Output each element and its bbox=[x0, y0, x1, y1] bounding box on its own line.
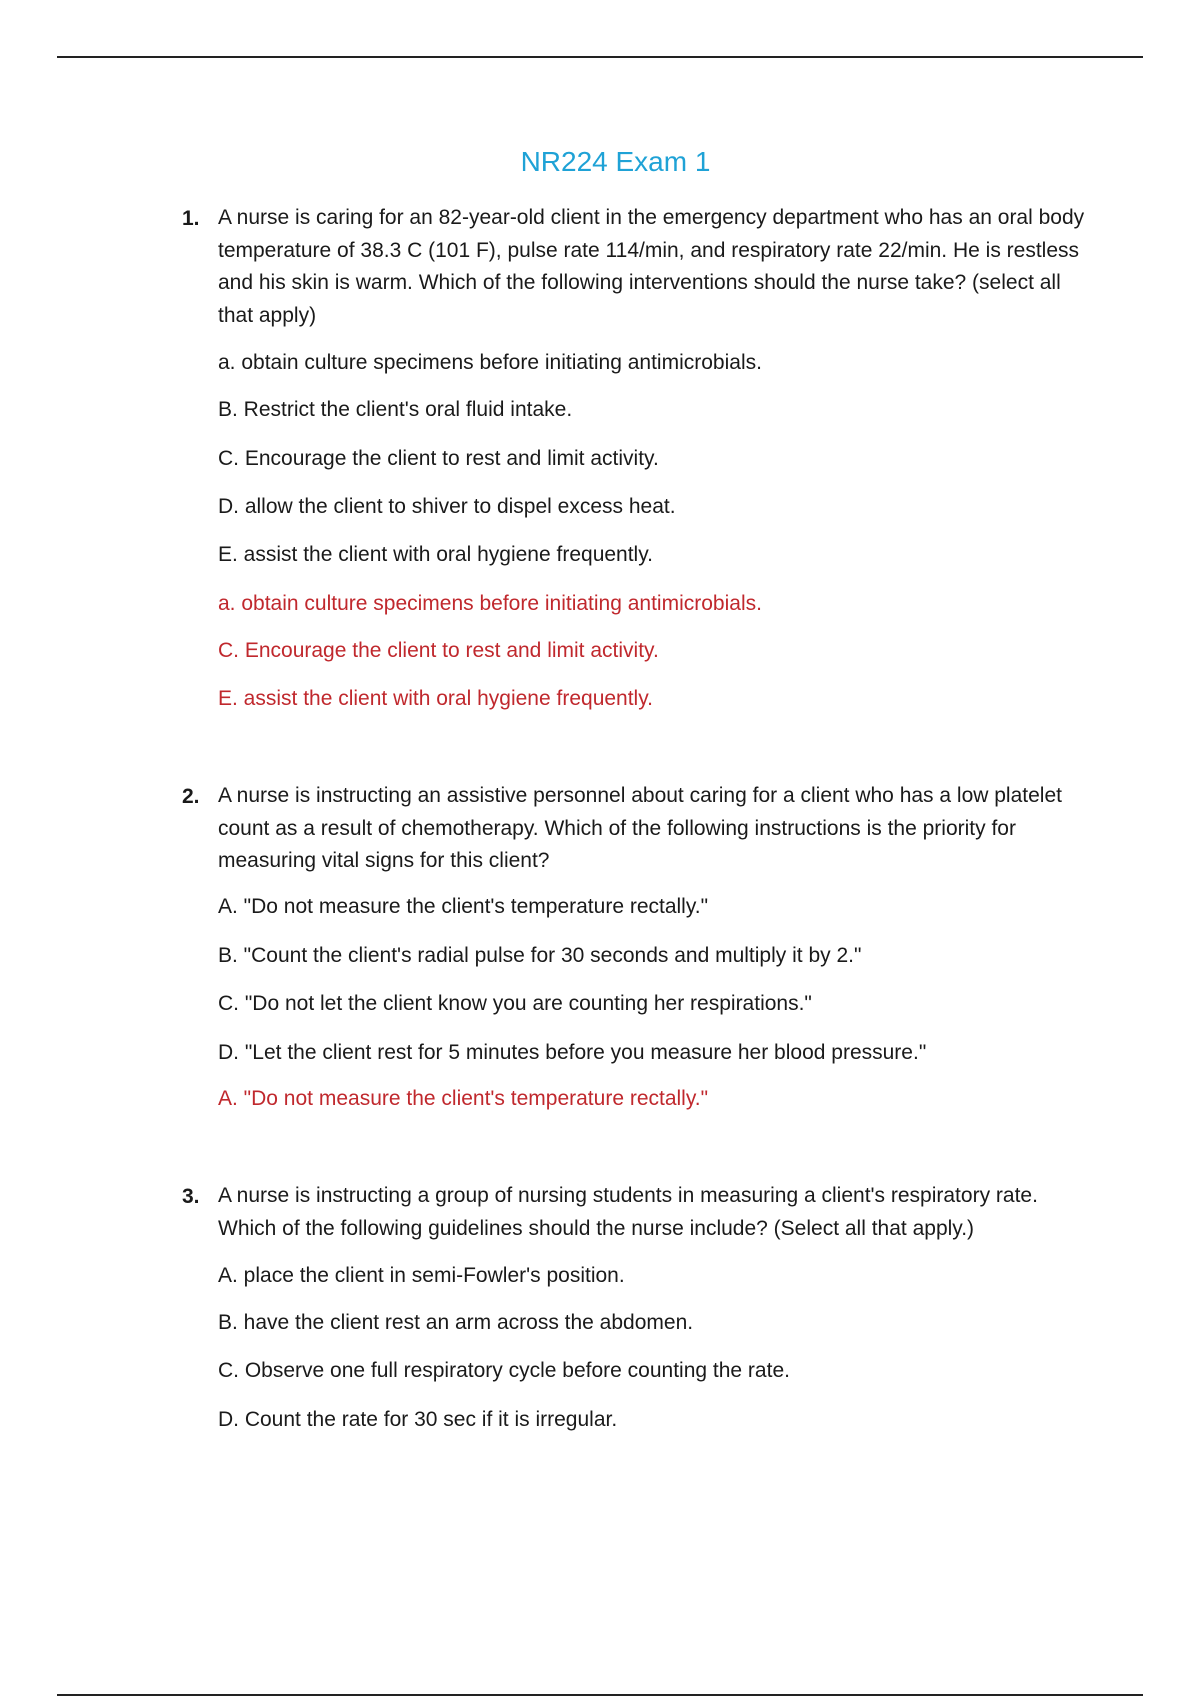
top-divider bbox=[57, 56, 1143, 58]
option-c: C. "Do not let the client know you are counting her respirations." bbox=[218, 992, 812, 1015]
question-text: A nurse is caring for an 82-year-old client in the emergency department who has an oral body temperature of 38.3 C (101 F), pulse rate 114/min, and respiratory rate 22/min. He is restless and his skin is warm. Which of the following interventions should the nurse take? (select all that apply) bbox=[218, 206, 1085, 327]
answer-1: a. obtain culture specimens before initiating antimicrobials. bbox=[218, 592, 762, 615]
answer-1: A. "Do not measure the client's temperature rectally." bbox=[218, 1087, 709, 1110]
option-d: D. allow the client to shiver to dispel excess heat. bbox=[218, 495, 676, 518]
option-a: A. place the client in semi-Fowler's position. bbox=[218, 1264, 625, 1287]
answer-2: C. Encourage the client to rest and limit activity. bbox=[218, 639, 659, 662]
question-number: 1. bbox=[182, 207, 200, 230]
option-d: D. "Let the client rest for 5 minutes before you measure her blood pressure." bbox=[218, 1041, 927, 1064]
option-c: C. Encourage the client to rest and limit activity. bbox=[218, 447, 659, 470]
bottom-divider bbox=[57, 1694, 1143, 1696]
option-b: B. "Count the client's radial pulse for 30 seconds and multiply it by 2." bbox=[218, 944, 862, 967]
option-a: A. "Do not measure the client's temperature rectally." bbox=[218, 895, 709, 918]
question-number: 2. bbox=[182, 785, 200, 808]
option-b: B. have the client rest an arm across the abdomen. bbox=[218, 1311, 694, 1334]
option-a: a. obtain culture specimens before initiating antimicrobials. bbox=[218, 351, 762, 374]
answer-3: E. assist the client with oral hygiene frequently. bbox=[218, 687, 654, 710]
option-c: C. Observe one full respiratory cycle before counting the rate. bbox=[218, 1359, 790, 1382]
question-text: A nurse is instructing an assistive personnel about caring for a client who has a low platelet count as a result of chemotherapy. Which of the following instructions is the priority for measuring vital signs for this client? bbox=[218, 784, 1062, 872]
question-text: A nurse is instructing a group of nursing students in measuring a client's respiratory rate. Which of the following guidelines should the nurse include? (Select all that apply.) bbox=[218, 1184, 1038, 1240]
option-d: D. Count the rate for 30 sec if it is irregular. bbox=[218, 1408, 618, 1431]
question-number: 3. bbox=[182, 1185, 200, 1208]
option-b: B. Restrict the client's oral fluid intake. bbox=[218, 398, 573, 421]
page-title: NR224 Exam 1 bbox=[520, 146, 711, 177]
option-e: E. assist the client with oral hygiene frequently. bbox=[218, 543, 654, 566]
